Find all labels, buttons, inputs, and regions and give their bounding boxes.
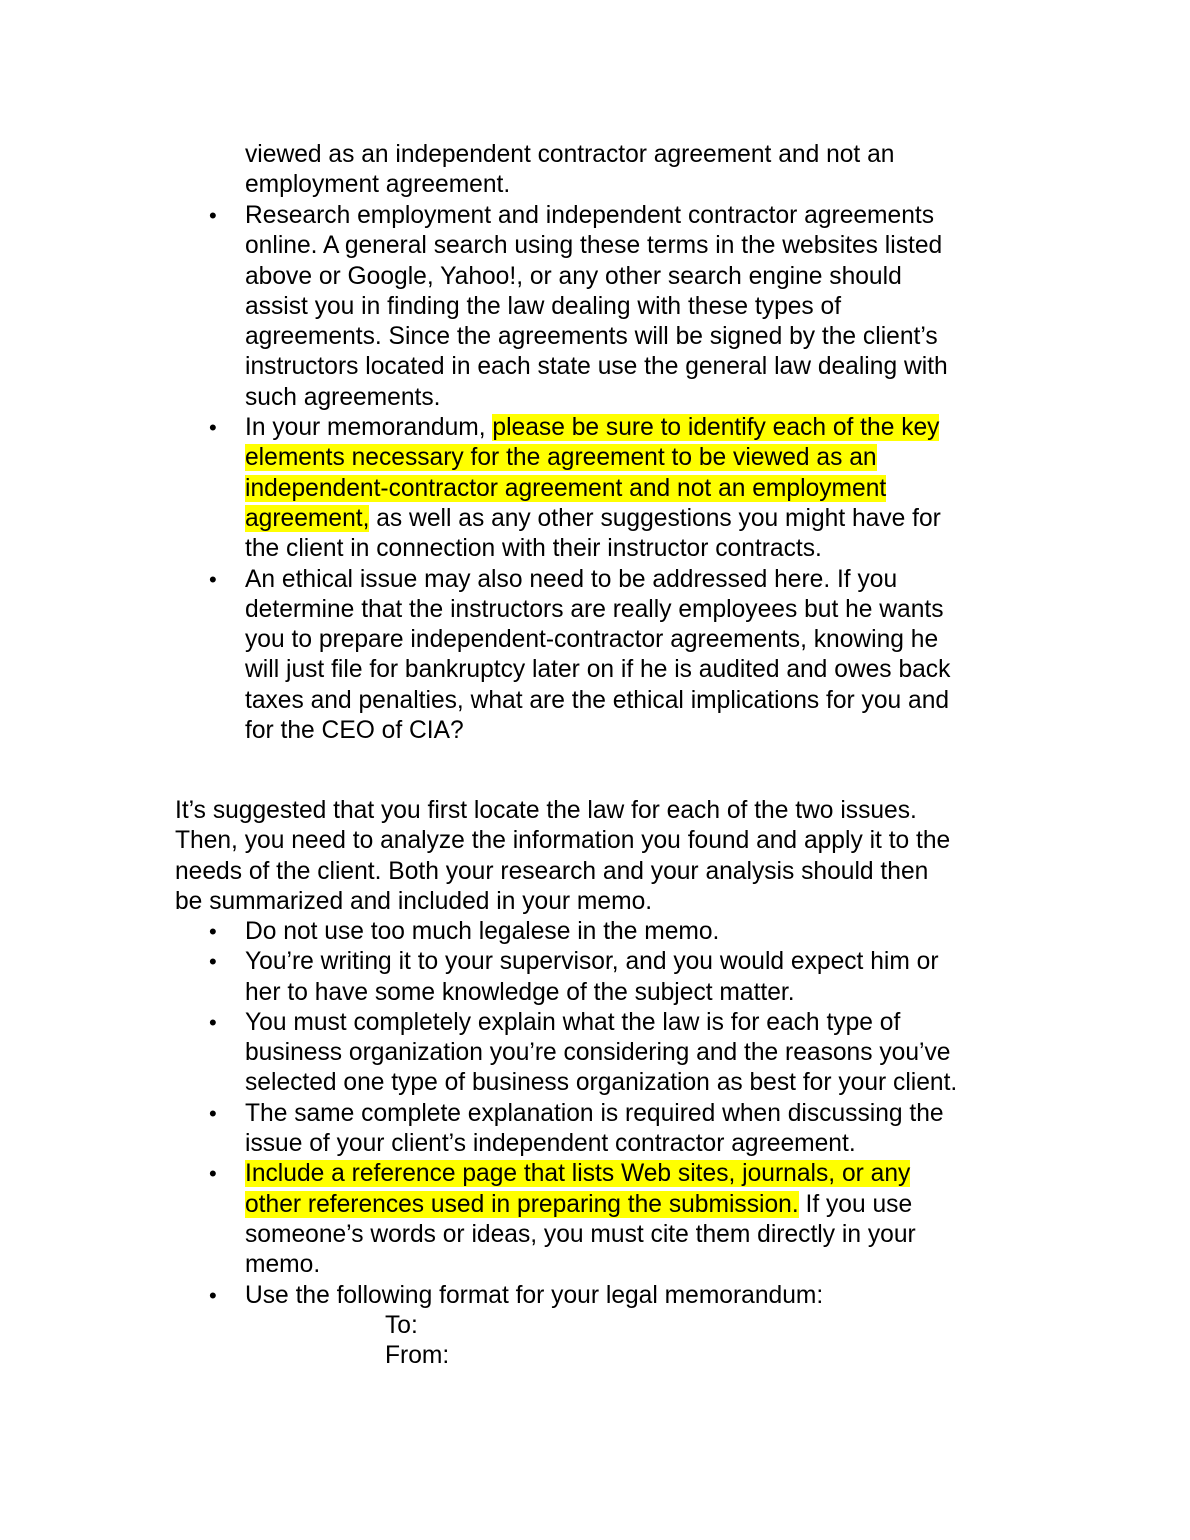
text-segment: Do not use too much legalese in the memo. xyxy=(245,918,720,945)
list-item xyxy=(0,1008,957,1099)
list-item-line xyxy=(245,686,950,716)
text-segment: You’re writing it to your supervisor, and you would expect him or xyxy=(245,948,939,976)
text-segment: memo. xyxy=(245,1251,321,1279)
highlighted-text: agreement, xyxy=(245,504,370,532)
list-item-line xyxy=(245,1068,957,1098)
text-segment: Use the following format for your legal memorandum: xyxy=(245,1281,824,1309)
list-item xyxy=(0,1159,957,1280)
paragraph-line: Then, you need to analyze the information you found and apply it to the xyxy=(175,827,951,855)
list-item-line xyxy=(245,565,950,595)
list-item-line xyxy=(245,1129,957,1159)
list-item-line xyxy=(245,504,950,534)
continuation-text xyxy=(245,140,894,201)
list-item-line xyxy=(245,1190,957,1220)
text-segment: the client in connection with their instructor contracts. xyxy=(245,535,822,563)
list-item-line xyxy=(245,262,950,292)
list-item-line xyxy=(245,443,950,473)
text-segment: her to have some knowledge of the subject matter. xyxy=(245,978,795,1006)
list-item-line xyxy=(245,201,950,231)
list-item-line xyxy=(245,383,950,413)
bullet-icon: • xyxy=(209,415,217,441)
text-segment: will just file for bankruptcy later on if he is audited and owes back xyxy=(245,656,951,684)
continuation-line: viewed as an independent contractor agreement and not an xyxy=(245,141,895,168)
list-item xyxy=(0,1281,957,1311)
list-item xyxy=(0,1099,957,1160)
list-item-line xyxy=(245,352,950,382)
list-item-line xyxy=(245,474,950,504)
text-segment: business organization you’re considering and the reasons you’ve xyxy=(245,1039,951,1067)
memo-format-from: From: xyxy=(385,1342,450,1369)
highlighted-text: independent-contractor agreement and not an employment xyxy=(245,474,887,502)
text-segment: such agreements. xyxy=(245,383,441,411)
highlighted-text: please be sure to identify each of the key xyxy=(492,414,940,442)
list-item xyxy=(0,201,950,413)
bullet-icon: • xyxy=(209,1100,217,1126)
bullet-icon: • xyxy=(209,949,217,975)
memo-format-to: To: xyxy=(385,1312,418,1339)
list-item-line xyxy=(245,655,950,685)
paragraph-line: needs of the client. Both your research and your analysis should then xyxy=(175,857,929,885)
text-segment: If you use xyxy=(798,1190,913,1218)
text-segment: In your memorandum, xyxy=(245,414,493,442)
text-segment: selected one type of business organization as best for your client. xyxy=(245,1069,958,1097)
continuation-line: employment agreement. xyxy=(245,171,511,199)
instruction-list-2 xyxy=(0,917,957,1311)
highlighted-text: other references used in preparing the submission. xyxy=(245,1190,799,1218)
text-segment: you to prepare independent-contractor agreements, knowing he xyxy=(245,626,939,654)
list-item-line xyxy=(245,322,950,352)
list-item-line xyxy=(245,1220,957,1250)
paragraph-line: be summarized and included in your memo. xyxy=(175,887,653,915)
text-segment: instructors located in each state use the general law dealing with xyxy=(245,353,948,381)
text-segment: taxes and penalties, what are the ethical implications for you and xyxy=(245,686,950,714)
guidance-paragraph xyxy=(175,796,950,917)
text-segment: Research employment and independent contractor agreements xyxy=(245,202,935,229)
list-item-line xyxy=(245,947,957,977)
bullet-icon: • xyxy=(209,919,217,944)
text-segment: assist you in finding the law dealing with these types of xyxy=(245,292,842,320)
text-segment: as well as any other suggestions you might have for xyxy=(369,504,941,532)
list-item-line xyxy=(245,292,950,322)
list-item xyxy=(0,917,957,947)
list-item xyxy=(0,413,950,564)
list-item-line xyxy=(245,978,957,1008)
instruction-list-1 xyxy=(0,201,950,746)
text-segment: above or Google, Yahoo!, or any other search engine should xyxy=(245,262,902,290)
list-item xyxy=(0,947,957,1008)
list-item-line xyxy=(245,1159,957,1189)
list-item-line xyxy=(245,231,950,261)
list-item-line xyxy=(245,595,950,625)
text-segment: You must completely explain what the law is for each type of xyxy=(245,1008,901,1036)
bullet-icon: • xyxy=(209,1009,217,1035)
text-segment: online. A general search using these terms in the websites listed xyxy=(245,232,943,260)
list-item-line xyxy=(245,917,957,947)
highlighted-text: elements necessary for the agreement to be viewed as an xyxy=(245,444,877,472)
list-item-line xyxy=(245,1281,957,1311)
text-segment: for the CEO of CIA? xyxy=(245,717,464,745)
text-segment: determine that the instructors are really employees but he wants xyxy=(245,595,944,623)
list-item xyxy=(0,565,950,747)
text-segment: agreements. Since the agreements will be signed by the client’s xyxy=(245,323,938,351)
bullet-icon: • xyxy=(209,1161,217,1187)
text-segment: someone’s words or ideas, you must cite them directly in your xyxy=(245,1220,916,1248)
text-segment: issue of your client’s independent contractor agreement. xyxy=(245,1130,856,1158)
list-item-line xyxy=(245,413,950,443)
bullet-icon: • xyxy=(209,1282,217,1308)
bullet-icon: • xyxy=(209,203,217,228)
list-item-line xyxy=(245,534,950,564)
list-item-line xyxy=(245,716,950,746)
list-item-line xyxy=(245,1250,957,1280)
bullet-icon: • xyxy=(209,566,217,592)
text-segment: The same complete explanation is required when discussing the xyxy=(245,1099,944,1127)
list-item-line xyxy=(245,1008,957,1038)
paragraph-line: It’s suggested that you first locate the law for each of the two issues. xyxy=(175,797,917,824)
highlighted-text: Include a reference page that lists Web sites, journals, or any xyxy=(245,1160,911,1188)
list-item-line xyxy=(245,625,950,655)
text-segment: An ethical issue may also need to be addressed here. If you xyxy=(245,565,898,593)
list-item-line xyxy=(245,1038,957,1068)
list-item-line xyxy=(245,1099,957,1129)
